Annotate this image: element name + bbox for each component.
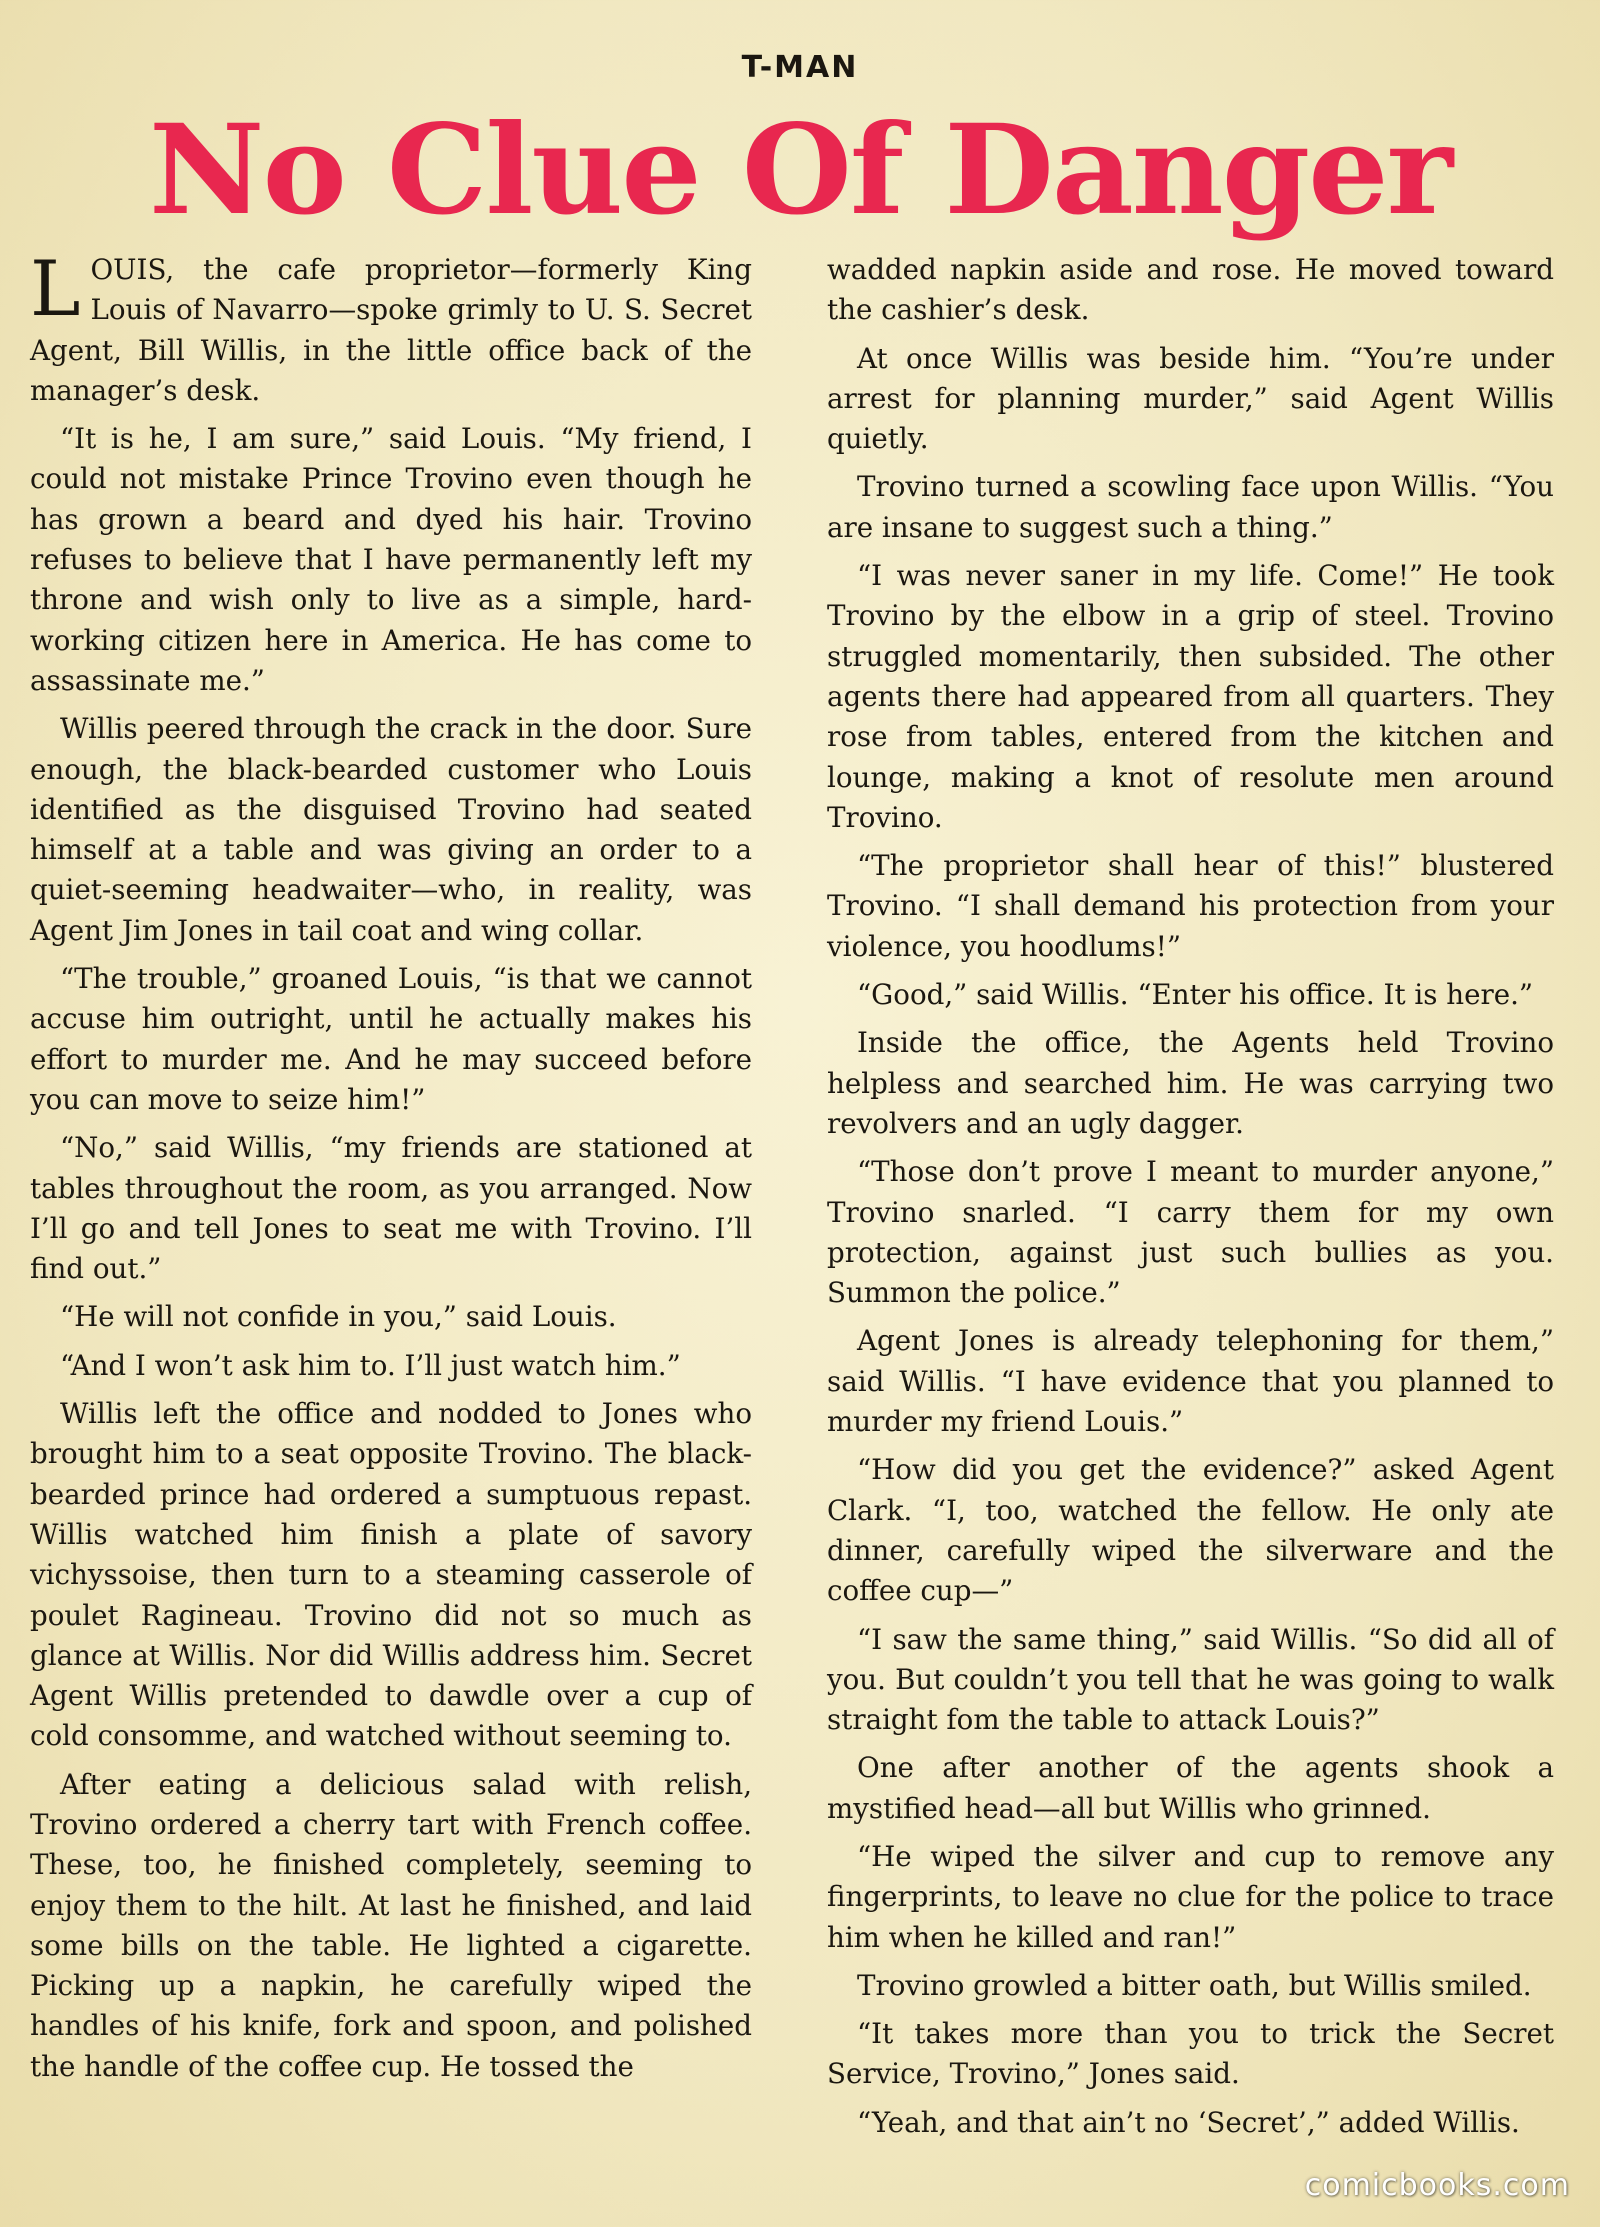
series-name: T-MAN xyxy=(741,50,859,85)
paragraph: “How did you get the evidence?” asked Agent Clark. “I, too, watched the fellow. He only ate dinner, carefully wiped the silverware and the coffee cup—” xyxy=(827,1453,1554,1608)
paragraph: After eating a delicious salad with relish, Trovino ordered a cherry tart with French coffee. These, too, he finished completely, seeming to enjoy them to the hilt. At last he finished, and laid some bills on the table. He lighted a cigarette. Picking up a napkin, he carefully wiped the handles of his knife, fork and spoon, and polished the handle of the coffee cup. He tossed the xyxy=(30,1767,752,2083)
drop-cap: L xyxy=(30,244,81,333)
paragraph: Agent Jones is already telephoning for them,” said Willis. “I have evidence that you planned to murder my friend Louis.” xyxy=(827,1324,1554,1439)
paragraph: “I saw the same thing,” said Willis. “So did all of you. But couldn’t you tell that he was going to walk straight fom the table to attack Louis?” xyxy=(827,1622,1554,1737)
paragraph: “The trouble,” groaned Louis, “is that we cannot accuse him outright, until he actually makes his effort to murder me. And he may succeed before you can move to seize him!” xyxy=(30,962,752,1116)
paragraph: “He will not confide in you,” said Louis. xyxy=(60,1300,617,1334)
paragraph: LOUIS, the cafe proprietor—formerly King Louis of Navarro—spoke grimly to U. S. Secret Agent, Bill Willis, in the little office back of the manager’s desk. xyxy=(30,244,752,407)
paragraph: “He wiped the silver and cup to remove any fingerprints, to leave no clue for the police to trace him when he killed and ran!” xyxy=(827,1839,1554,1954)
paragraph: At once Willis was beside him. “You’re under arrest for planning murder,” said Agent Willis quietly. xyxy=(827,341,1554,456)
paragraph: “No,” said Willis, “my friends are stationed at tables throughout the room, as you arranged. Now I’ll go and tell Jones to seat me with Trovino. I’ll find out.” xyxy=(30,1131,752,1286)
story-title: No Clue Of Danger xyxy=(148,98,1452,243)
paragraph: “Those don’t prove I meant to murder anyone,” Trovino snarled. “I carry them for my own protection, against just such bullies as you. Summon the police.” xyxy=(827,1155,1554,1310)
paragraph: “I was never saner in my life. Come!” He took Trovino by the elbow in a grip of steel. Trovino struggled momentarily, then subsided. The other agents there had appeared from all quarters. They rose from tables, entered from the kitchen and lounge, making a knot of resolute men around Trovino. xyxy=(827,559,1554,834)
paragraph: Willis left the office and nodded to Jones who brought him to a seat opposite Trovino. The black-bearded prince had ordered a sumptuous repast. Willis watched him finish a plate of savory vichyssoise, then turn to a steaming casserole of poulet Ragineau. Trovino did not so much as glance at Willis. Nor did Willis address him. Secret Agent Willis pretended to dawdle over a cup of cold consomme, and watched without seeming to. xyxy=(30,1397,752,1753)
paragraph: “The proprietor shall hear of this!” blustered Trovino. “I shall demand his protection from your violence, you hoodlums!” xyxy=(827,849,1554,963)
paragraph-continuation: wadded napkin aside and rose. He moved toward the cashier’s desk. xyxy=(827,253,1554,327)
paragraph: “Yeah, and that ain’t no ‘Secret’,” added Willis. xyxy=(857,2105,1520,2139)
left-column xyxy=(30,244,752,2095)
paragraph: Trovino turned a scowling face upon Willis. “You are insane to suggest such a thing.” xyxy=(827,470,1554,544)
right-column xyxy=(827,250,1554,2151)
paragraph: “It takes more than you to trick the Secret Service, Trovino,” Jones said. xyxy=(827,2017,1554,2091)
site-watermark: comicbooks.com xyxy=(1304,2168,1570,2203)
paragraph: “It is he, I am sure,” said Louis. “My friend, I could not mistake Prince Trovino even though he has grown a beard and dyed his hair. Trovino refuses to believe that I have permanently left my throne and wish only to live as a simple, hard-working citizen here in America. He has come to assassinate me.” xyxy=(30,422,752,697)
paragraph: Willis peered through the crack in the door. Sure enough, the black-bearded customer who Louis identified as the disguised Trovino had seated himself at a table and was giving an order to a quiet-seeming headwaiter—who, in reality, was Agent Jim Jones in tail coat and wing collar. xyxy=(30,712,752,947)
paragraph: Inside the office, the Agents held Trovino helpless and searched him. He was carrying two revolvers and an ugly dagger. xyxy=(827,1026,1554,1140)
paragraph: One after another of the agents shook a mystified head—all but Willis who grinned. xyxy=(827,1751,1554,1825)
paragraph: Trovino growled a bitter oath, but Willis smiled. xyxy=(857,1968,1532,2002)
paragraph: “And I won’t ask him to. I’ll just watch him.” xyxy=(60,1348,681,1382)
paragraph: “Good,” said Willis. “Enter his office. It is here.” xyxy=(857,978,1534,1012)
